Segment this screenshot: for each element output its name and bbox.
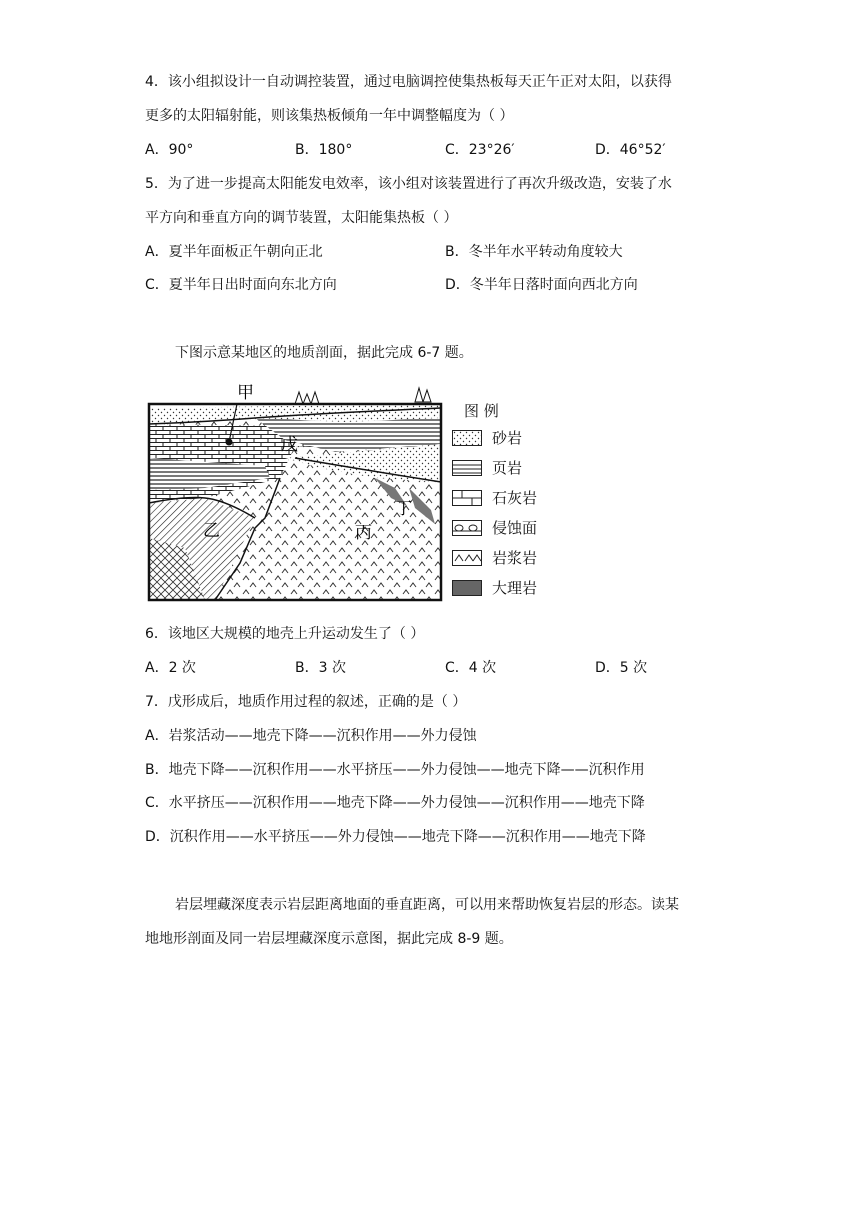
q6-option-a: A．2 次	[145, 660, 196, 676]
q4-stem-line2: 更多的太阳辐射能，则该集热板倾角一年中调整幅度为（ ）	[145, 108, 514, 124]
limestone-swatch	[452, 490, 482, 506]
shale-swatch	[452, 460, 482, 476]
intro-8-9-line1: 岩层埋藏深度表示岩层距离地面的垂直距离，可以用来帮助恢复岩层的形态。读某	[175, 897, 679, 913]
q6-stem: 6．该地区大规模的地壳上升运动发生了（ ）	[145, 626, 425, 642]
erosion-surface-swatch	[452, 520, 482, 536]
q4-stem-line1: 4．该小组拟设计一自动调控装置，通过电脑调控使集热板每天正午正对太阳，以获得	[145, 74, 672, 90]
tree-icon	[295, 388, 431, 404]
q7-option-a: A．岩浆活动——地壳下降——沉积作用——外力侵蚀	[145, 728, 477, 744]
intro-8-9-line2: 地地形剖面及同一岩层埋藏深度示意图，据此完成 8-9 题。	[145, 931, 513, 947]
q4-option-d: D．46°52′	[595, 142, 666, 158]
q7-option-b: B．地壳下降——沉积作用——水平挤压——外力侵蚀——地壳下降——沉积作用	[145, 762, 645, 778]
intro-6-7: 下图示意某地区的地质剖面，据此完成 6-7 题。	[175, 345, 473, 361]
label-ding: 丁	[395, 499, 412, 519]
q5-stem-line2: 平方向和垂直方向的调节装置，太阳能集热板（ ）	[145, 210, 458, 226]
label-jia: 甲	[237, 383, 254, 403]
q5-stem-line1: 5．为了进一步提高太阳能发电效率，该小组对该装置进行了再次升级改造，安装了水	[145, 176, 672, 192]
q5-option-a: A．夏半年面板正午朝向正北	[145, 244, 323, 260]
label-yi: 乙	[203, 521, 220, 541]
q6-option-b: B．3 次	[295, 660, 346, 676]
label-wu: 戊	[281, 435, 298, 455]
q5-option-b: B．冬半年水平转动角度较大	[445, 244, 623, 260]
q7-stem: 7．戊形成后，地质作用过程的叙述，正确的是（ ）	[145, 694, 467, 710]
marble-swatch	[452, 580, 482, 596]
q6-option-d: D．5 次	[595, 660, 648, 676]
q5-option-c: C．夏半年日出时面向东北方向	[145, 277, 337, 293]
q4-option-b: B．180°	[295, 142, 353, 158]
magma-rock-swatch	[452, 550, 482, 566]
q4-option-c: C．23°26′	[445, 142, 515, 158]
q7-option-c: C．水平挤压——沉积作用——地壳下降——外力侵蚀——沉积作用——地壳下降	[145, 795, 645, 811]
q4-option-a: A．90°	[145, 142, 194, 158]
q5-option-d: D．冬半年日落时面向西北方向	[445, 277, 638, 293]
q7-option-d: D．沉积作用——水平挤压——外力侵蚀——地壳下降——沉积作用——地壳下降	[145, 829, 646, 845]
sandstone-swatch	[452, 430, 482, 446]
q6-option-c: C．4 次	[445, 660, 497, 676]
label-bing: 丙	[355, 523, 372, 543]
